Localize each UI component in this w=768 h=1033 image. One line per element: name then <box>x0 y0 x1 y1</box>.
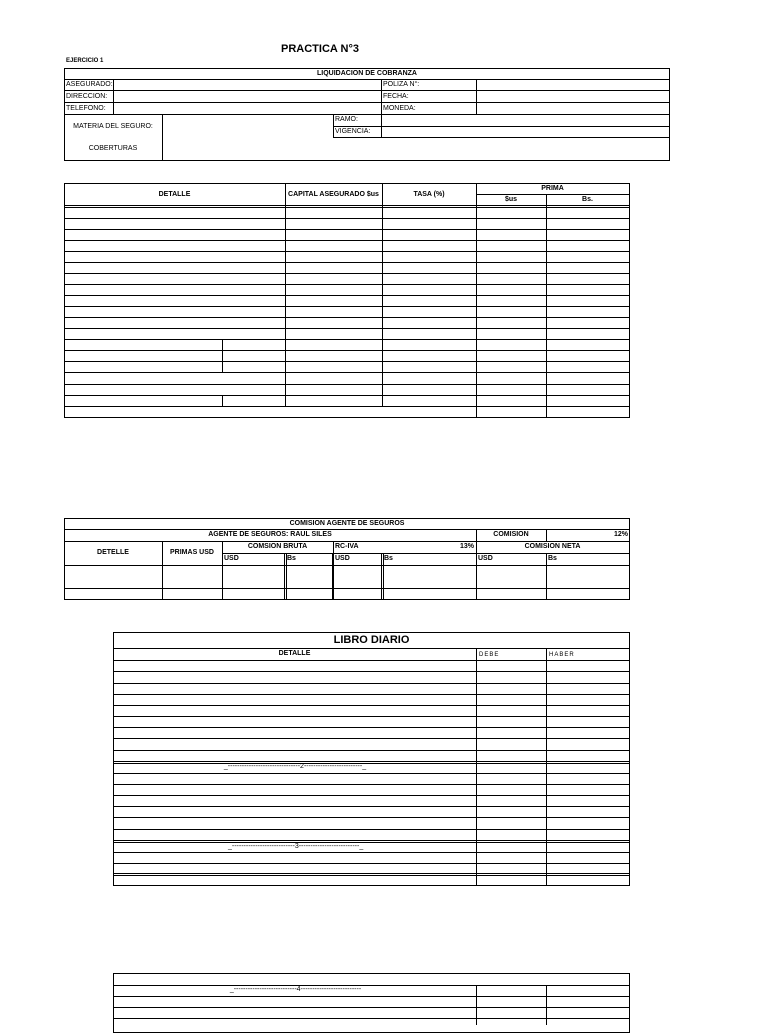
detail-row-line <box>64 306 629 307</box>
moneda-label: MONEDA: <box>383 105 416 112</box>
primas-usd-header: PRIMAS USD <box>170 549 214 556</box>
ramo-label: RAMO: <box>335 116 358 123</box>
libro-row-line <box>113 863 629 864</box>
bruta-usd-header: USD <box>224 555 239 562</box>
libro-row-line <box>113 671 629 672</box>
libro-row-line <box>113 716 629 717</box>
detail-row-line <box>64 205 629 206</box>
libro-row-line <box>113 773 629 774</box>
direccion-label: DIRECCION: <box>66 93 108 100</box>
detail-capital-header: CAPITAL ASEGURADO $us <box>288 191 379 198</box>
exercise-label: EJERCICIO 1 <box>66 58 104 64</box>
libro-row-line <box>113 817 629 818</box>
detail-detalle-header: DETALLE <box>158 191 191 198</box>
rc-iva-percent: 13% <box>459 543 474 550</box>
libro-row-line <box>113 873 629 874</box>
rciva-bs-header: Bs <box>384 555 393 562</box>
neta-bs-header: Bs <box>548 555 557 562</box>
libro-row-line <box>113 784 629 785</box>
separator-4: _---------------------------4-------------------------- <box>229 986 362 993</box>
materia-label: MATERIA DEL SEGURO: <box>73 123 153 130</box>
detail-bs-header: Bs. <box>582 196 593 203</box>
libro-row-line <box>113 750 629 751</box>
libro-haber-header: HABER <box>549 652 575 658</box>
detail-row-line <box>64 361 629 362</box>
detail-row-line <box>64 207 629 208</box>
libro-row-line <box>113 738 629 739</box>
detail-row-line <box>64 339 629 340</box>
detail-tasa-header: TASA (%) <box>413 191 445 198</box>
libro-row-line <box>113 829 629 830</box>
libro-row-line <box>113 795 629 796</box>
libro-continuation-table <box>113 973 630 1033</box>
comision-title: COMISION AGENTE DE SEGUROS <box>289 520 405 527</box>
libro-row-line <box>113 705 629 706</box>
libro-row-line <box>113 727 629 728</box>
libro-row-line <box>113 694 629 695</box>
libro-row-line <box>113 875 629 876</box>
detail-row-line <box>64 295 629 296</box>
detail-row-line <box>64 372 629 373</box>
comision-percent: 12% <box>613 531 628 538</box>
separator-2: _-------------------------------2-------------------------_ <box>223 763 367 770</box>
comision-neta-header: COMISION NETA <box>524 543 581 550</box>
libro-detalle-header: DETALLE <box>278 650 311 657</box>
page-title: PRACTICA N°3 <box>281 43 359 55</box>
detail-row-line <box>64 395 629 396</box>
telefono-label: TELEFONO: <box>66 105 106 112</box>
rciva-usd-header: USD <box>335 555 350 562</box>
comision-bruta-header: COMSION BRUTA <box>247 543 308 550</box>
detail-row-line <box>64 406 629 407</box>
detail-row-line <box>64 328 629 329</box>
detail-row-line <box>64 262 629 263</box>
libro-row-line <box>113 761 629 762</box>
detail-row-line <box>64 251 629 252</box>
detail-row-line <box>64 240 629 241</box>
libro-row-line <box>113 852 629 853</box>
libro-row-line <box>113 842 629 843</box>
bruta-bs-header: Bs <box>287 555 296 562</box>
detail-sus-header: $us <box>504 196 518 203</box>
separator-3: _---------------------------3--------------------------_ <box>228 843 364 850</box>
poliza-label: POLIZA N°: <box>383 81 420 88</box>
liquidacion-title: LIQUIDACION DE COBRANZA <box>317 70 417 77</box>
libro-row-line <box>113 840 629 841</box>
comision-detalle-header: DETELLE <box>97 549 129 556</box>
detail-prima-header: PRIMA <box>541 185 564 192</box>
detail-row-line <box>64 350 629 351</box>
detail-row-line <box>64 218 629 219</box>
comision-label: COMISION <box>493 531 529 538</box>
neta-usd-header: USD <box>478 555 493 562</box>
asegurado-label: ASEGURADO: <box>66 81 113 88</box>
rc-iva-header: RC-IVA <box>335 543 359 550</box>
detail-row-line <box>64 273 629 274</box>
libro-row-line <box>113 683 629 684</box>
detail-row-line <box>64 229 629 230</box>
detail-row-line <box>64 284 629 285</box>
libro-debe-header: DEBE <box>479 652 500 658</box>
vigencia-label: VIGENCIA: <box>335 128 371 135</box>
libro-diario-title: LIBRO DIARIO <box>333 634 410 646</box>
coberturas-label: COBERTURAS <box>88 145 138 152</box>
libro-row-line <box>113 806 629 807</box>
agente-label: AGENTE DE SEGUROS: RAUL SILES <box>208 531 332 538</box>
detail-row-line <box>64 317 629 318</box>
fecha-label: FECHA: <box>383 93 409 100</box>
detail-row-line <box>64 384 629 385</box>
